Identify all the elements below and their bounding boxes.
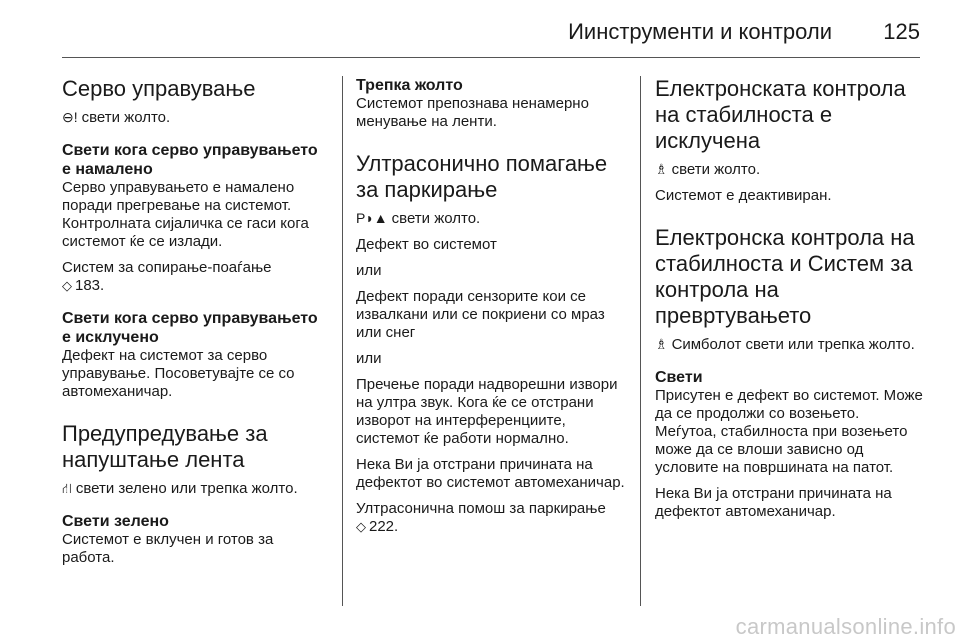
heading-green: Свети зелено bbox=[62, 513, 169, 530]
text-or-2: или bbox=[356, 350, 382, 367]
heading-on: Свети bbox=[655, 369, 703, 386]
heading-esc-off: Електронската контрола на стабилноста е исклучена bbox=[655, 76, 906, 153]
servo-warning-icon: ⊖! bbox=[62, 109, 78, 125]
text-fix: Нека Ви ја отстрани причината на дефектот автомеханичар. bbox=[655, 485, 892, 520]
text-interference: Пречење поради надворешни извори на ултра звук. Кога ќе се отстрани изворот на интерференциите, системот ќе работи нормално. bbox=[356, 376, 618, 447]
esc-symbol-status: ♗ Симболот свети или трепка жолто. bbox=[655, 336, 915, 353]
park-ref: ◇ 222. bbox=[356, 518, 399, 535]
reference-icon: ◇ bbox=[356, 519, 366, 534]
lane-status: ⛙ свети зелено или трепка жолто. bbox=[62, 480, 298, 497]
text-sensors: Дефект поради сензорите кои се извалкани или се покриени со мраз или снег bbox=[356, 288, 605, 341]
lane-departure-icon: ⛙ bbox=[62, 480, 72, 496]
servo-status: ⊖! свети жолто. bbox=[62, 109, 171, 126]
heading-servo: Серво управување bbox=[62, 76, 256, 101]
heading-lane-departure: Предупредување за напуштање лента bbox=[62, 421, 268, 472]
footer-watermark: carmanualsonline.info bbox=[735, 614, 956, 639]
header-divider bbox=[62, 57, 920, 58]
page-number: 125 bbox=[883, 19, 920, 44]
text-fault: Дефект во системот bbox=[356, 236, 497, 253]
heading-servo-off: Свети кога серво управувањето е исклучено bbox=[62, 310, 318, 346]
text-deactivated: Системот е деактивиран. bbox=[655, 187, 832, 204]
text-park-ref: Ултрасонична помош за паркирање bbox=[356, 500, 606, 517]
heading-esc-rollover: Електронска контрола на стабилноста и Систем за контрола на превртувањето bbox=[655, 225, 915, 328]
heading-park-assist: Ултрасонично помагање за паркирање bbox=[356, 151, 608, 202]
text-green: Системот е вклучен и готов за работа. bbox=[62, 531, 274, 566]
esc-off-status: ♗ свети жолто. bbox=[655, 161, 761, 178]
reference-icon: ◇ bbox=[62, 278, 72, 293]
column-divider-2 bbox=[640, 76, 641, 606]
text-servo-off: Дефект на системот за серво управување. Посоветувајте се со автомеханичар. bbox=[62, 347, 295, 400]
esc-icon: ♗ bbox=[655, 336, 668, 352]
text-or-1: или bbox=[356, 262, 382, 279]
text-servo-reduced: Серво управувањето е намалено поради прегревање на системот. Контролната сијаличка се гаси кога системот ќе се излади. bbox=[62, 179, 309, 250]
column-divider-1 bbox=[342, 76, 343, 606]
esc-off-icon: ♗ bbox=[655, 161, 668, 177]
header-title: Иинструменти и контроли bbox=[568, 19, 832, 44]
page-header bbox=[62, 18, 920, 58]
text-steering-system: Систем за сопирање-поаѓање bbox=[62, 259, 272, 276]
steering-ref: ◇ 183. bbox=[62, 277, 105, 294]
heading-servo-reduced: Свети кога серво управувањето е намалено bbox=[62, 142, 318, 178]
column-3 bbox=[655, 76, 923, 521]
heading-blink: Трепка жолто bbox=[356, 77, 463, 94]
text-blink: Системот препознава ненамерно менување на ленти. bbox=[356, 95, 589, 130]
park-status: P◗▲ свети жолто. bbox=[356, 210, 481, 227]
column-1 bbox=[62, 76, 326, 567]
text-remove: Нека Ви ја отстрани причината на дефектот во системот автомеханичар. bbox=[356, 456, 625, 491]
text-on: Присутен е дефект во системот. Може да се продолжи со возењето. Меѓутоа, стабилноста при возењето може да се влоши зависно од условите на површината на патот. bbox=[655, 387, 923, 476]
column-2 bbox=[356, 76, 626, 536]
park-assist-icon: P◗▲ bbox=[356, 210, 388, 226]
